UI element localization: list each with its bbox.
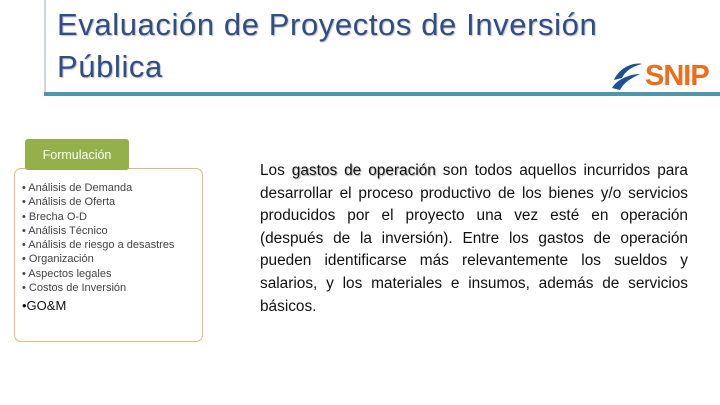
paragraph-rest: son todos aquellos incurridos para desarrollar el proceso productivo de los bienes y/o servicios producidos por el proyecto una vez esté en operación (después de la inversión). Entre los gastos de operación pueden identificarse más relevantemente los sueldos y salarios, y los materiales e insumos, además de servicios básicos. [260, 162, 688, 315]
list-item: • Aspectos legales [22, 267, 112, 280]
list-item: • Análisis de Demanda [22, 182, 133, 194]
list-item: • Costos de Inversión [22, 282, 127, 295]
swoosh-logo-icon [610, 60, 644, 92]
page-title: Evaluación de Proyectos de Inversión Pública [57, 7, 598, 84]
paragraph-highlight: gastos de operación [291, 162, 436, 179]
list-item: • Análisis de Oferta [22, 196, 116, 209]
list-item-highlight: •GO&M [22, 298, 67, 314]
list-item: • Análisis de riesgo a desastres [22, 239, 175, 252]
list-item: • Análisis Técnico [22, 224, 108, 237]
snip-logo [610, 57, 709, 95]
paragraph-intro: Los [260, 162, 292, 179]
title-left-rule [44, 0, 46, 94]
formulation-list [22, 181, 174, 315]
formulation-tab: Formulación [25, 139, 129, 170]
operation-costs-paragraph [260, 160, 688, 318]
formulation-box [14, 168, 203, 342]
list-item: • Brecha O-D [22, 210, 87, 223]
list-item: • Organización [22, 253, 94, 266]
logo-text: SNIP [645, 59, 709, 92]
